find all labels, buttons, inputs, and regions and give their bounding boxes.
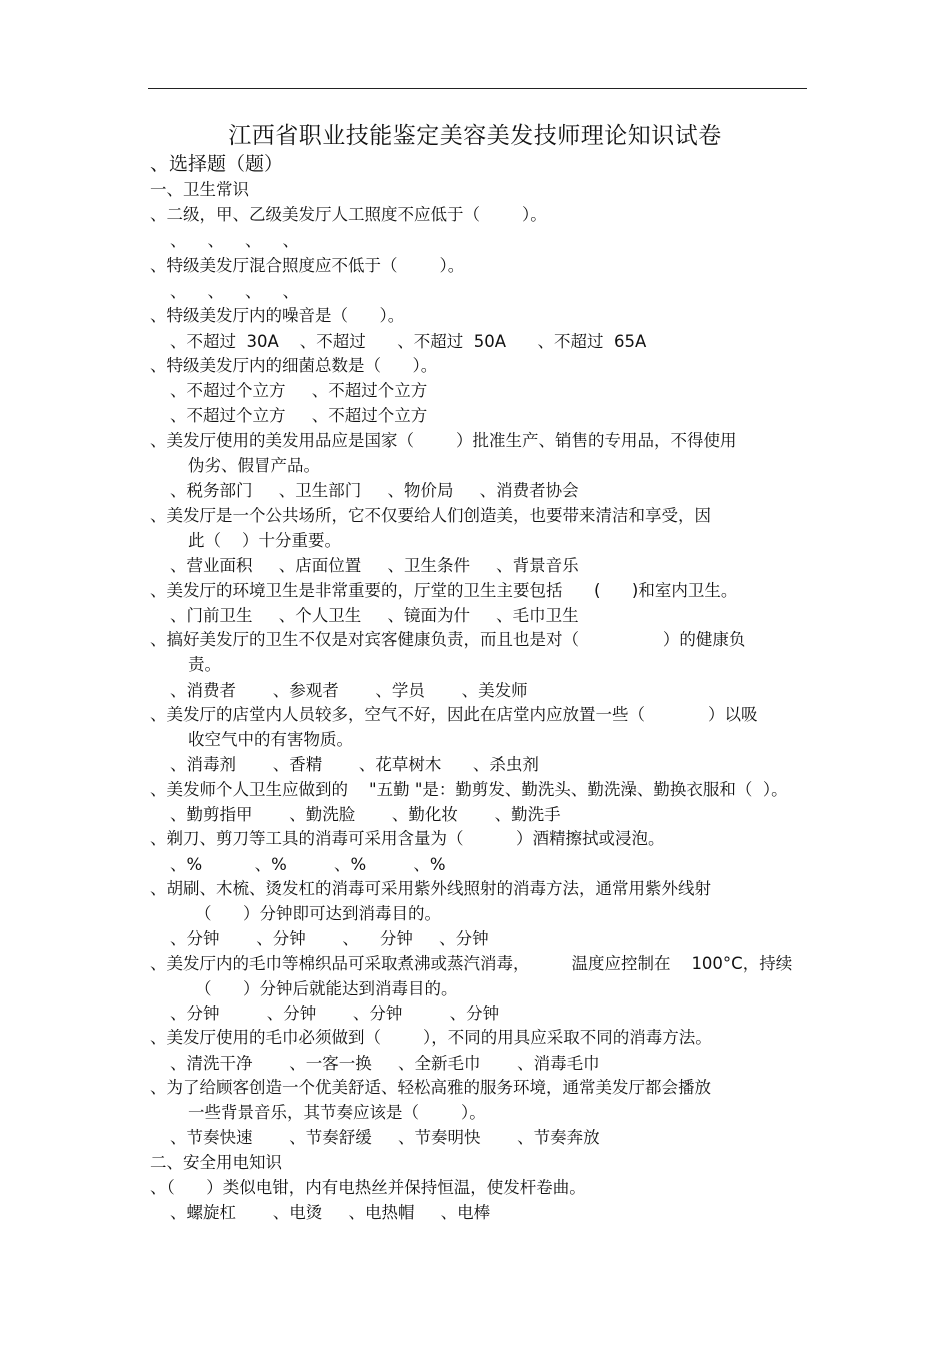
question-line: 、搞好美发厅的卫生不仅是对宾客健康负责，而且也是对（ ）的健康负 — [150, 630, 746, 649]
question-line: 、为了给顾客创造一个优美舒适、轻松高雅的服务环境，通常美发厅都会播放 — [150, 1078, 711, 1097]
question-line: 、营业面积 、店面位置 、卫生条件 、背景音乐 — [170, 556, 579, 575]
question-line: 、 、 、 、 — [170, 231, 299, 250]
question-line: 、不超过 30A 、不超过 、不超过 50A 、不超过 65A — [170, 332, 647, 351]
question-line: 、清洗干净 、一客一换 、全新毛巾 、消毒毛巾 — [170, 1054, 600, 1073]
question-line: 、税务部门 、卫生部门 、物价局 、消费者协会 — [170, 481, 579, 500]
question-line: 、胡刷、木梳、烫发杠的消毒可采用紫外线照射的消毒方法，通常用紫外线射 — [150, 879, 711, 898]
question-line: 收空气中的有害物质。 — [188, 730, 353, 749]
question-line: 、分钟 、分钟 、 分钟 、分钟 — [170, 929, 489, 948]
question-line: 、消毒剂 、香精 、花草树木 、杀虫剂 — [170, 755, 539, 774]
question-line: 、（ ）类似电钳，内有电热丝并保持恒温，使发杆卷曲。 — [150, 1178, 586, 1197]
question-line: 、美发厅使用的毛巾必须做到（ ），不同的用具应采取不同的消毒方法。 — [150, 1028, 712, 1047]
question-line: 一些背景音乐，其节奏应该是（ ）。 — [188, 1103, 486, 1122]
question-line: 二、安全用电知识 — [150, 1153, 282, 1172]
question-line: 、消费者 、参观者 、学员 、美发师 — [170, 681, 528, 700]
question-line: 、二级，甲、乙级美发厅人工照度不应低于（ ）。 — [150, 205, 547, 224]
question-line: 、特级美发厅内的噪音是（ ）。 — [150, 306, 405, 325]
question-line: 、勤剪指甲 、勤洗脸 、勤化妆 、勤洗手 — [170, 805, 561, 824]
question-line: 、美发厅内的毛巾等棉织品可采取煮沸或蒸汽消毒， 温度应控制在 100°C，持续 — [150, 954, 793, 973]
question-line: 、不超过个立方 、不超过个立方 — [170, 381, 428, 400]
question-line: 、 、 、 、 — [170, 282, 299, 301]
question-line: 、特级美发厅混合照度应不低于（ ）。 — [150, 256, 465, 275]
question-line: 、美发师个人卫生应做到的 "五勤 "是：勤剪发、勤洗头、勤洗澡、勤换衣服和（ ）。 — [150, 780, 788, 799]
question-line: 、美发厅的店堂内人员较多，空气不好，因此在店堂内应放置一些（ ）以吸 — [150, 705, 758, 724]
question-line: 、美发厅使用的美发用品应是国家（ ）批准生产、销售的专用品，不得使用 — [150, 431, 737, 450]
question-line: 、节奏快速 、节奏舒缓 、节奏明快 、节奏奔放 — [170, 1128, 600, 1147]
question-line: 、螺旋杠 、电烫 、电热帽 、电棒 — [170, 1203, 491, 1222]
question-line: 伪劣、假冒产品。 — [188, 456, 320, 475]
question-line: 、% 、% 、% 、% — [170, 855, 446, 874]
question-line: 责。 — [188, 655, 221, 674]
question-line: 此（ ）十分重要。 — [188, 531, 341, 550]
question-line: 、特级美发厅内的细菌总数是（ ）。 — [150, 356, 438, 375]
section-heading: 、选择题（题） — [150, 153, 284, 175]
page-title: 江西省职业技能鉴定美容美发技师理论知识试卷 — [228, 123, 722, 149]
question-line: 、分钟 、分钟 、分钟 、分钟 — [170, 1004, 500, 1023]
question-line: （ ）分钟后就能达到消毒目的。 — [195, 979, 458, 998]
question-line: 、剃刀、剪刀等工具的消毒可采用含量为（ ）酒精擦拭或浸泡。 — [150, 829, 665, 848]
question-line: 、不超过个立方 、不超过个立方 — [170, 406, 428, 425]
header-rule — [148, 88, 807, 89]
question-line: （ ）分钟即可达到消毒目的。 — [195, 904, 441, 923]
question-line: 、美发厅的环境卫生是非常重要的，厅堂的卫生主要包括 ( )和室内卫生。 — [150, 581, 738, 600]
question-line: 、门前卫生 、个人卫生 、镜面为什 、毛巾卫生 — [170, 606, 579, 625]
question-line: 、美发厅是一个公共场所，它不仅要给人们创造美，也要带来清洁和享受，因 — [150, 506, 711, 525]
question-line: 一、卫生常识 — [150, 180, 249, 199]
